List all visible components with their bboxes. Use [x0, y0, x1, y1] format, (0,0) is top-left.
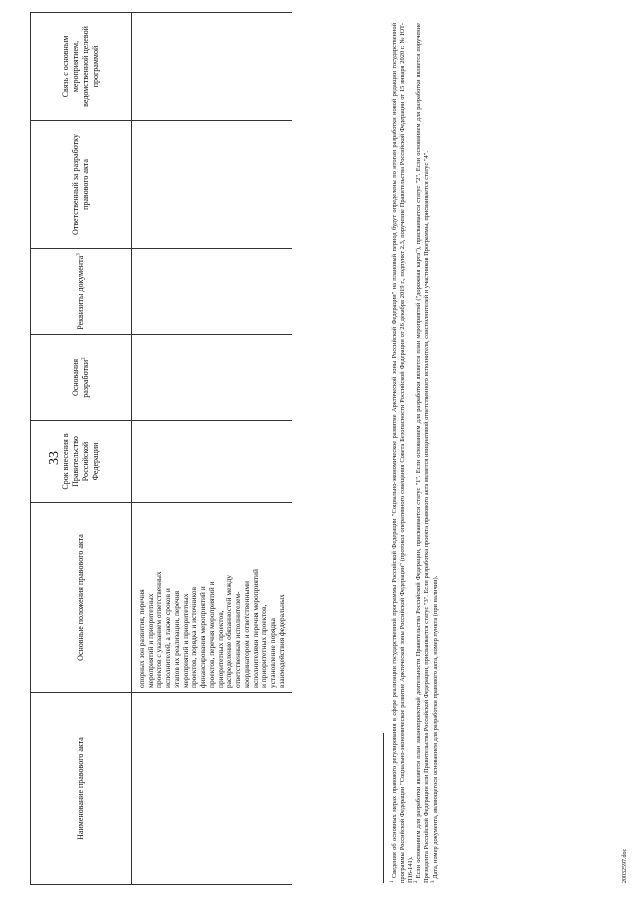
provisions-line: координатором и ответственными [241, 581, 251, 688]
provisions-line: установление порядка [268, 618, 278, 688]
footnote: $^2$ Если основанием для разработки является план законопроектной деятельности Правительства Российской Федерации, присваивается статус "1". Если основанием для разработки является план мероприятий ("дорожная карта"), присваивается статус "2". Если основанием для разработки является поручение Президента Российской Федерации или Правительства Российской Федерации, присваивается статус "3". Если разработка проекта правового акта является инициативой ответственного исполнителя, соисполнителей и участников Программы, присваивается статус "4". [414, 23, 430, 883]
header-cell: Ответственный за разработку правового акта [31, 121, 132, 249]
provisions-line: проектов с указанием ответственных [154, 571, 164, 688]
provisions-text [132, 503, 292, 692]
provisions-line: приоритетных проектов, [215, 610, 225, 688]
provisions-line: взаимодействия федеральных [276, 594, 286, 688]
act-name-cell [132, 693, 293, 885]
provisions-line: мероприятий и приоритетных [180, 593, 190, 688]
requisites-cell [132, 249, 293, 335]
header-cell: Основания разработки$^2$ [31, 335, 132, 421]
deadline-cell [132, 421, 293, 503]
provisions-line: распределение обязанностей между [224, 575, 234, 688]
footnote: $^3$ Дата, номер документа, являющегося основанием для разработки правового акта, номер пункта (при наличии). [430, 575, 439, 883]
link-cell [132, 13, 293, 121]
provisions-line: опорных зон развития, перечня [137, 589, 146, 688]
footnote: $^1$ Сведения об основных мерах правового регулирования в сфере реализации государственной программы Российской Федерации "Социально-экономическое развитие Арктической зоны Российской Федерации" на плановый период будут определены по итогам разработки новой редакции государственной программы Российской Федерации "Социально-экономическое развитие Арктической зоны Российской Федерации" (протокол оперативного совещания Совета Безопасности Российской Федерации от 26 декабря 2019 г., подпункт 2.3, поручение Правительства Российской Федерации от 15 января 2020 г. № ЮТ-П16-141). [390, 23, 414, 883]
footnotes [390, 23, 440, 883]
provisions-line: мероприятий и приоритетных [145, 593, 155, 688]
header-cell: Связь с основным мероприятием, ведомственной целевой программой [31, 13, 132, 121]
header-cell: Основные положения правового акта [31, 503, 132, 693]
header-cell: Срок внесения в Правительство Российской Федерации [31, 421, 132, 503]
table-header-row [31, 13, 132, 885]
legal-acts-table [30, 12, 292, 885]
table-row [132, 13, 293, 885]
page-number: 33 [47, 451, 62, 465]
provisions-cell [132, 503, 293, 693]
provisions-line: ответственным исполнителем- [233, 591, 243, 688]
footnote-rule [383, 733, 384, 883]
document-code: 20032597.doc [622, 848, 628, 883]
provisions-line: этапов их реализации, перечня [171, 590, 181, 688]
provisions-line: финансирования мероприятий и [198, 586, 208, 688]
provisions-line: исполнителями перечня мероприятий [250, 569, 260, 688]
header-cell: Наименование правового акта [31, 693, 132, 885]
header-cell: Реквизиты документа$^3$ [31, 249, 132, 335]
provisions-line: проектов, порядка и источников [189, 586, 199, 688]
provisions-line: проектов, перечня мероприятий и [206, 581, 216, 688]
provisions-line: исполнителей, а также сроков и [163, 588, 173, 688]
responsible-cell [132, 121, 293, 249]
basis-cell [132, 335, 293, 421]
provisions-line: и приоритетных проектов, [259, 604, 269, 688]
